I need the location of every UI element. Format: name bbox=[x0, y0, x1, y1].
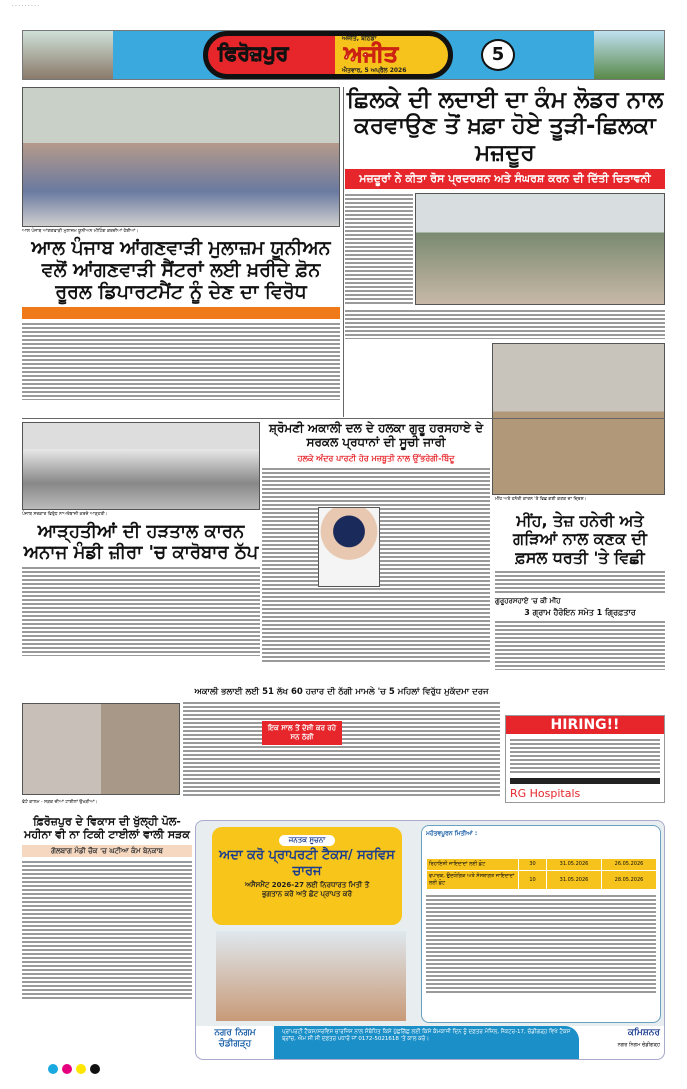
story1-body bbox=[345, 193, 665, 305]
story6 bbox=[183, 688, 500, 797]
story4-subhead: ਗੁਰੂਹਰਸਹਾਏ 'ਚ ਕੀ ਮੀਂਹ bbox=[495, 597, 561, 606]
story2-body-text bbox=[22, 322, 340, 400]
issue-date: ਐਤਵਾਰ, 5 ਅਪ੍ਰੈਲ 2026 bbox=[342, 67, 407, 74]
story5-headline: ਆੜ੍ਹਤੀਆਂ ਦੀ ਹੜਤਾਲ ਕਾਰਨ ਅਨਾਜ ਮੰਡੀ ਜ਼ੀਰਾ 'ਚ ਕਾਰੋਬਾਰ ਠੱਪ bbox=[23, 521, 259, 563]
story1-subhead: ਮਜ਼ਦੂਰਾਂ ਨੇ ਕੀਤਾ ਰੋਸ ਪ੍ਰਦਰਸ਼ਨ ਅਤੇ ਸੰਘਰਸ਼ ਕਰਨ ਦੀ ਦਿੱਤੀ ਚਿਤਾਵਨੀ bbox=[345, 169, 665, 189]
story4-body-text bbox=[495, 570, 665, 594]
row-discount: 10 bbox=[519, 871, 547, 890]
page-number: 5 bbox=[481, 39, 515, 71]
building-illustration bbox=[216, 931, 406, 1021]
story1-body-text-2 bbox=[345, 309, 665, 339]
municipal-corporation-name: ਨਗਰ ਨਿਗਮ ਚੰਡੀਗੜ੍ਹ bbox=[214, 1028, 256, 1049]
arhtiyas-protest-photo bbox=[22, 422, 260, 510]
photo-caption bbox=[22, 229, 340, 235]
ad-footer bbox=[196, 1026, 664, 1059]
story3 bbox=[262, 422, 490, 662]
leader-portrait-photo bbox=[318, 507, 380, 587]
terms-text bbox=[426, 894, 656, 994]
story2-headline: ਆਲ ਪੰਜਾਬ ਆਂਗਣਵਾੜੀ ਮੁਲਾਜ਼ਮ ਯੂਨੀਅਨ ਵਲੋਂ ਆਂਗਣਵਾੜੀ ਸੈਂਟਰਾਂ ਲਈ ਖ਼ਰੀਦੇ ਫ਼ੋਨ ਰੂਰਲ ਡਿਪਾਰਟਮੈਂਟ ਨੂੰ ਦੇਣ ਦਾ ਵਿਰੋਧ bbox=[31, 237, 331, 303]
property-tax-ad[interactable] bbox=[195, 820, 665, 1060]
story7-body-text bbox=[22, 860, 192, 1000]
masthead-gurdwara-photo bbox=[594, 31, 664, 79]
story2 bbox=[22, 87, 340, 400]
row-date2: 26.05.2026 bbox=[602, 859, 657, 871]
photo-caption bbox=[22, 800, 192, 806]
broken-road-photo bbox=[22, 703, 180, 795]
anganwadi-meeting-photo bbox=[22, 87, 340, 227]
labourers-protest-photo bbox=[415, 193, 665, 305]
tax-ad-title: ਅਦਾ ਕਰੋ ਪ੍ਰਾਪਰਟੀ ਟੈਕਸ/ ਸਰਵਿਸ ਚਾਰਜ bbox=[219, 848, 395, 879]
yellow-mark bbox=[76, 1064, 86, 1074]
signatory: ਕਮਿਸ਼ਨਰ bbox=[627, 1028, 660, 1038]
row-rule bbox=[22, 418, 665, 419]
caption-text: ਮੀਂਹ ਅਤੇ ਹਨੇਰੀ ਕਾਰਨ 'ਤੇ ਵਿਛ ਗਈ ਕਣਕ ਦਾ ਦ੍ਰਿਸ਼। bbox=[495, 497, 587, 502]
row-date1: 31.05.2026 bbox=[547, 859, 602, 871]
public-notice-label: ਜਨਤਕ ਸੂਚਨਾ bbox=[279, 835, 335, 846]
signatory-sub: ਨਗਰ ਨਿਗਮ ਚੰਡੀਗੜ੍ਹ bbox=[617, 1042, 660, 1048]
story6-body-text bbox=[183, 701, 500, 797]
masthead-title-left: ਫਿਰੋਜ਼ਪੁਰ bbox=[218, 41, 289, 65]
story3-body-text bbox=[262, 467, 490, 662]
table-row bbox=[427, 859, 657, 871]
story1-body-text bbox=[345, 193, 413, 305]
print-slug: · · · · · · · · · bbox=[12, 3, 40, 9]
tax-ad-body: ਅਸੈਸਮੈਂਟ 2026-27 ਲਈ ਨਿਰਧਾਰਤ ਮਿਤੀ ਤੋਂ ਭੁਗਤਾਨ ਕਰੋ ਅਤੇ ਛੋਟ ਪ੍ਰਾਪਤ ਕਰੋ bbox=[244, 881, 370, 899]
row-date1: 31.05.2026 bbox=[547, 871, 602, 890]
story6-headline: ਅਕਾਲੀ ਭਲਾਈ ਲਈ 51 ਲੱਖ 60 ਹਜ਼ਾਰ ਦੀ ਠੱਗੀ ਮਾਮਲੇ 'ਚ 5 ਮਹਿਲਾਂ ਵਿਰੁੱਧ ਮੁਕੱਦਮਾ ਦਰਜ bbox=[194, 687, 489, 697]
story5 bbox=[22, 422, 260, 656]
dates-panel bbox=[421, 825, 661, 1023]
masthead bbox=[22, 30, 665, 80]
story4-headline: ਮੀਂਹ, ਤੇਜ਼ ਹਨੇਰੀ ਅਤੇ ਗੜਿਆਂ ਨਾਲ ਕਣਕ ਦੀ ਫ਼ਸਲ ਧਰਤੀ 'ਤੇ ਵਿਛੀ bbox=[513, 511, 647, 567]
photo-caption bbox=[495, 497, 665, 503]
flattened-wheat-field-photo bbox=[492, 343, 665, 495]
table-row bbox=[427, 871, 657, 890]
story3-subhead: ਹਲਕੇ ਅੰਦਰ ਪਾਰਟੀ ਹੋਰ ਮਜ਼ਬੂਤੀ ਨਾਲ ਉੱਭਰੇਗੀ-ਬਿੰਦੂ bbox=[297, 453, 455, 463]
property-tax-card bbox=[212, 827, 402, 925]
edition-label: ਅਜੀਤ, ਬਠਿੰਡਾ bbox=[342, 35, 377, 42]
row-label: ਰਿਹਾਇਸ਼ੀ ਜਾਇਦਾਦਾਂ ਲਈ ਛੋਟ bbox=[427, 859, 519, 871]
heroin-arrest-headline: 3 ਗ੍ਰਾਮ ਹੈਰੋਇਨ ਸਮੇਤ 1 ਗ੍ਰਿਫ਼ਤਾਰ bbox=[524, 608, 636, 618]
masthead-title-pill bbox=[203, 31, 453, 79]
photo-caption bbox=[22, 512, 260, 518]
story7-headline: ਫ਼ਿਰੋਜ਼ਪੁਰ ਦੇ ਵਿਕਾਸ ਦੀ ਖੁੱਲ੍ਹੀ ਪੋਲ-ਮਹੀਨਾ ਵੀ ਨਾ ਟਿਕੀ ਟਾਈਲਾਂ ਵਾਲੀ ਸੜਕ bbox=[24, 815, 190, 841]
row-discount: 30 bbox=[519, 859, 547, 871]
story2-subhead-bar bbox=[22, 307, 340, 319]
rg-hospitals-logo: RG Hospitals bbox=[510, 787, 581, 800]
discount-table bbox=[426, 842, 657, 890]
story4 bbox=[495, 512, 665, 670]
contact-info: ਪ੍ਰਾਪਰਟੀ ਟੈਕਸ/ਸਰਵਿਸ ਚਾਰਜਿਸ ਨਾਲ ਸੰਬੰਧਿਤ ਕਿਸੇ ਪੁੱਛਗਿੱਛ ਲਈ ਕਿਸੇ ਕੰਮਕਾਜੀ ਦਿਨ ਨੂੰ ਦਫ਼ਤਰ ਮੰਜ਼ਿਲ, ਸੈਕਟਰ-17, ਚੰਡੀਗੜ੍ਹ ਵਿਖੇ ਟੈਕਸ ਬ੍ਰਾਂਚ, ਐਮ ਸੀ ਸੀ ਦਫ਼ਤਰ ਪਧਾਰੋ ਜਾਂ 0172-5021618 'ਤੇ ਕਾਲ ਕਰੋ। bbox=[274, 1026, 579, 1059]
black-mark bbox=[90, 1064, 100, 1074]
story6-highlight-box: ਇਕ ਸਾਲ ਤੋਂ ਦੋਸ਼ੀ ਕਰ ਰਹੇ ਸਨ ਠੱਗੀ bbox=[262, 721, 342, 745]
story7 bbox=[22, 800, 192, 1000]
caption-text: ਫੋਟੋ ਕਾਲਮ - ਸੜਕ ਦੀਆਂ ਟਾਈਲਾਂ ਉਖੜੀਆਂ। bbox=[22, 800, 98, 805]
story4-body-text-2 bbox=[495, 620, 665, 670]
dates-title: ਮਹੱਤਵਪੂਰਨ ਮਿਤੀਆਂ : bbox=[426, 830, 478, 837]
masthead-title-right: ਅਜੀਤ bbox=[344, 42, 398, 67]
story7-subhead: ਗੋਲਬਾਗ ਮੰਡੀ ਚੌਕ 'ਚ ਘਟੀਆ ਕੰਮ ਬੇਨਕਾਬ bbox=[22, 845, 192, 857]
masthead-building-photo bbox=[23, 31, 113, 79]
hiring-contact-bar bbox=[510, 778, 660, 784]
print-color-bar bbox=[48, 1064, 100, 1074]
hiring-title: HIRING!! bbox=[506, 716, 664, 734]
story3-headline: ਸ਼੍ਰੋਮਣੀ ਅਕਾਲੀ ਦਲ ਦੇ ਹਲਕਾ ਗੁਰੂ ਹਰਸਹਾਏ ਦੇ ਸਰਕਲ ਪ੍ਰਧਾਨਾਂ ਦੀ ਸੂਚੀ ਜਾਰੀ bbox=[268, 421, 484, 449]
row-date2: 28.05.2026 bbox=[602, 871, 657, 890]
magenta-mark bbox=[62, 1064, 72, 1074]
hiring-ad[interactable] bbox=[505, 715, 665, 803]
caption-text: ਆਲ ਪੰਜਾਬ ਆਂਗਣਵਾੜੀ ਮੁਲਾਜ਼ਮ ਯੂਨੀਅਨ ਮੀਟਿੰਗ ਕਰਦੀਆਂ ਹੋਈਆਂ। bbox=[22, 229, 139, 234]
story4-caption-wrap bbox=[495, 497, 665, 503]
caption-text: ਪੰਜਾਬ ਸਰਕਾਰ ਵਿਰੁੱਧ ਨਾਅਰੇਬਾਜ਼ੀ ਕਰਦੇ ਆੜ੍ਹਤੀ। bbox=[22, 512, 108, 517]
story1-headline: ਛਿਲਕੇ ਦੀ ਲਦਾਈ ਦਾ ਕੰਮ ਲੋਡਰ ਨਾਲ ਕਰਵਾਉਣ ਤੋਂ ਖ਼ਫ਼ਾ ਹੋਏ ਤੂੜੀ-ਛਿਲਕਾ ਮਜ਼ਦੂਰ bbox=[346, 87, 664, 166]
column-rule bbox=[343, 87, 344, 417]
story1 bbox=[345, 87, 665, 339]
cyan-mark bbox=[48, 1064, 58, 1074]
story5-body-text bbox=[22, 566, 260, 656]
hiring-positions-list bbox=[510, 738, 660, 774]
row-label: ਵਪਾਰਕ, ਉਦਯੋਗਿਕ ਅਤੇ ਸੰਸਥਾਗਤ ਜਾਇਦਾਦਾਂ ਲਈ ਛੋਟ bbox=[427, 871, 519, 890]
